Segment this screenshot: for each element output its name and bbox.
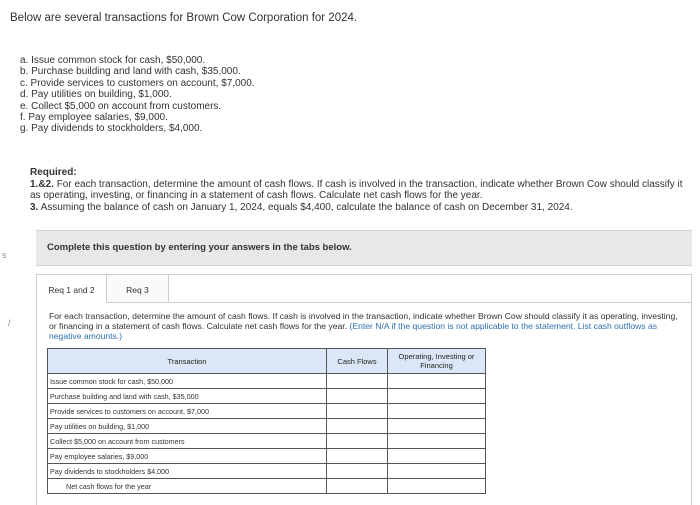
tab-req-3[interactable]: Req 3 bbox=[107, 275, 169, 302]
instruction-banner bbox=[36, 230, 692, 266]
question-panel bbox=[36, 274, 692, 505]
cash-flow-input[interactable] bbox=[327, 419, 388, 434]
classification-select[interactable] bbox=[388, 389, 486, 404]
table-row bbox=[48, 374, 486, 389]
required-item-label: 3. bbox=[30, 201, 39, 213]
classification-select[interactable] bbox=[388, 374, 486, 389]
row-label: Provide services to customers on account, $7,000 bbox=[48, 404, 327, 419]
banner-text: Complete this question by entering your answers in the tabs below. bbox=[47, 242, 352, 253]
transaction-item: f. Pay employee salaries, $9,000. bbox=[20, 112, 168, 124]
table-row bbox=[48, 404, 486, 419]
cash-flow-input[interactable] bbox=[327, 404, 388, 419]
required-item-label: 1.&2. bbox=[30, 178, 54, 190]
row-label: Pay dividends to stockholders $4,000 bbox=[48, 464, 327, 479]
problem-intro: Below are several transactions for Brown Cow Corporation for 2024. bbox=[10, 12, 358, 24]
tab-instructions bbox=[49, 311, 679, 341]
classification-select[interactable] bbox=[388, 434, 486, 449]
classification-select[interactable] bbox=[388, 419, 486, 434]
instruction-note: (Enter N/A if the question is not applicable to the statement. List cash outflows as negative amounts.) bbox=[49, 321, 658, 341]
header-cash-flows: Cash Flows bbox=[327, 349, 388, 374]
cash-flow-input[interactable] bbox=[327, 389, 388, 404]
cash-flow-input[interactable] bbox=[327, 464, 388, 479]
tab-bar bbox=[37, 275, 691, 303]
classification-select[interactable] bbox=[388, 449, 486, 464]
edge-mark: s bbox=[2, 250, 7, 260]
table-row bbox=[48, 389, 486, 404]
edge-mark: / bbox=[8, 318, 11, 328]
required-heading: Required: bbox=[30, 167, 77, 178]
transaction-item: g. Pay dividends to stockholders, $4,000. bbox=[20, 123, 203, 135]
transaction-item: d. Pay utilities on building, $1,000. bbox=[20, 89, 172, 101]
row-label: Purchase building and land with cash, $35,000 bbox=[48, 389, 327, 404]
table-total-row bbox=[48, 479, 486, 494]
transaction-item: b. Purchase building and land with cash, $35,000. bbox=[20, 66, 241, 78]
classification-select[interactable] bbox=[388, 404, 486, 419]
table-row bbox=[48, 464, 486, 479]
table-row bbox=[48, 419, 486, 434]
cash-flow-table bbox=[47, 348, 486, 494]
required-item-1-2 bbox=[30, 179, 690, 202]
required-item-text: Assuming the balance of cash on January 1, 2024, equals $4,400, calculate the balance of cash on December 31, 2024. bbox=[40, 201, 573, 213]
classification-select[interactable] bbox=[388, 464, 486, 479]
table-row bbox=[48, 434, 486, 449]
transaction-item: c. Provide services to customers on account, $7,000. bbox=[20, 77, 255, 89]
header-transaction: Transaction bbox=[48, 349, 327, 374]
row-label: Pay employee salaries, $9,000 bbox=[48, 449, 327, 464]
cash-flow-input[interactable] bbox=[327, 434, 388, 449]
required-item-text: For each transaction, determine the amount of cash flows. If cash is involved in the transaction, indicate whether Brown Cow should classify it as operating, investing, or financing in a statement of cash flows. Calculate net cash flows for the year. bbox=[30, 178, 683, 202]
row-label: Pay utilities on building, $1,000 bbox=[48, 419, 327, 434]
instruction-text: For each transaction, determine the amount of cash flows. If cash is involved in the transaction, indicate whether Brown Cow should classify it as operating, investing, or financing in a statement of cash flows. Calculate net cash flows for the year. bbox=[49, 311, 678, 331]
row-label: Issue common stock for cash, $50,000 bbox=[48, 374, 327, 389]
transaction-list bbox=[20, 55, 255, 135]
required-item-3 bbox=[30, 202, 690, 214]
transaction-item: a. Issue common stock for cash, $50,000. bbox=[20, 55, 206, 66]
header-classification: Operating, Investing or Financing bbox=[388, 349, 486, 374]
tab-req-1-and-2[interactable]: Req 1 and 2 bbox=[37, 275, 107, 303]
total-label: Net cash flows for the year bbox=[48, 479, 327, 494]
table-row bbox=[48, 449, 486, 464]
cash-flow-input[interactable] bbox=[327, 374, 388, 389]
net-cash-flow-input[interactable] bbox=[327, 479, 388, 494]
row-label: Collect $5,000 on account from customers bbox=[48, 434, 327, 449]
transaction-item: e. Collect $5,000 on account from customers. bbox=[20, 100, 222, 112]
total-classification-cell bbox=[388, 479, 486, 494]
required-section bbox=[30, 167, 690, 213]
cash-flow-input[interactable] bbox=[327, 449, 388, 464]
table-header-row bbox=[48, 349, 486, 374]
